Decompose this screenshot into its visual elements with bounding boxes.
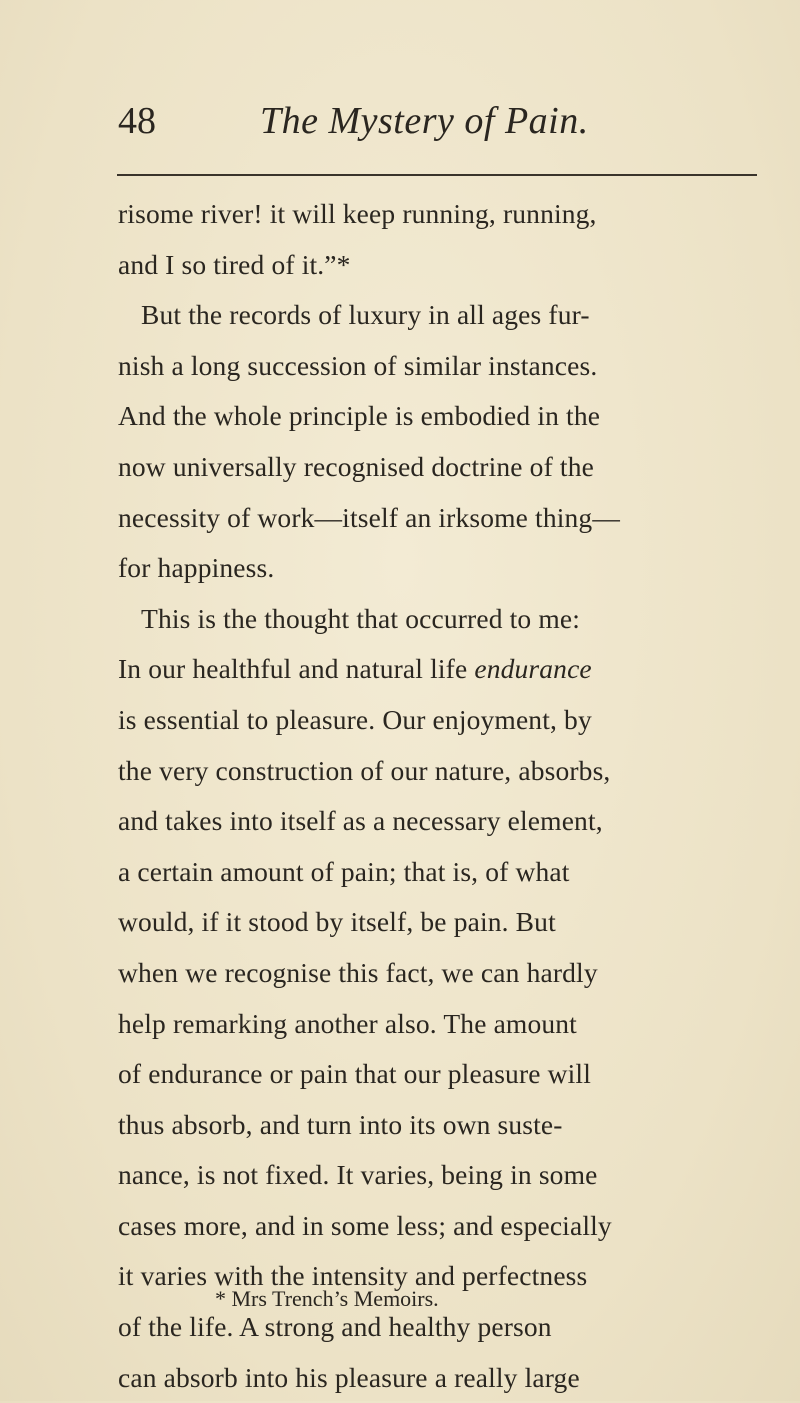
text-line: help remarking another also. The amount (118, 1007, 577, 1039)
text-line: and I so tired of it.”* (118, 248, 351, 280)
text-line (118, 644, 768, 695)
text-line: of endurance or pain that our pleasure will (118, 1058, 592, 1090)
text-line: would, if it stood by itself, be pain. But (118, 906, 556, 938)
text-line: it varies with the intensity and perfectness (118, 1260, 588, 1292)
page-header (118, 96, 758, 156)
page-number: 48 (118, 100, 156, 142)
text-line: a certain amount of pain; that is, of what (118, 855, 570, 887)
text-line: This is the thought that occurred to me: (141, 602, 581, 634)
text-line: when we recognise this fact, we can hardly (118, 956, 598, 988)
italic-word-endurance: endurance (474, 653, 592, 685)
footnote: * Mrs Trench’s Memoirs. (215, 1286, 439, 1311)
text-line-roman: In our healthful and natural life (118, 653, 475, 685)
text-line: now universally recognised doctrine of the (118, 450, 594, 482)
text-line: necessity of work—itself an irksome thing— (118, 501, 620, 533)
text-line: for happiness. (118, 552, 275, 584)
body-text (118, 189, 768, 1403)
text-line: of the life. A strong and healthy person (118, 1311, 552, 1343)
text-line: and takes into itself as a necessary element, (118, 805, 603, 837)
text-line: And the whole principle is embodied in the (118, 400, 601, 432)
text-line: But the records of luxury in all ages fur- (141, 299, 590, 331)
text-line: cases more, and in some less; and especially (118, 1209, 612, 1241)
text-line: nance, is not fixed. It varies, being in some (118, 1159, 598, 1191)
text-line: risome river! it will keep running, running, (118, 198, 597, 229)
text-line: thus absorb, and turn into its own suste- (118, 1108, 563, 1140)
header-rule (117, 174, 757, 176)
text-line: nish a long succession of similar instances. (118, 349, 598, 381)
text-line: can absorb into his pleasure a really large (118, 1361, 580, 1393)
text-line: is essential to pleasure. Our enjoyment, by (118, 703, 592, 735)
running-title: The Mystery of Pain. (260, 100, 589, 142)
text-line: the very construction of our nature, absorbs, (118, 754, 611, 786)
